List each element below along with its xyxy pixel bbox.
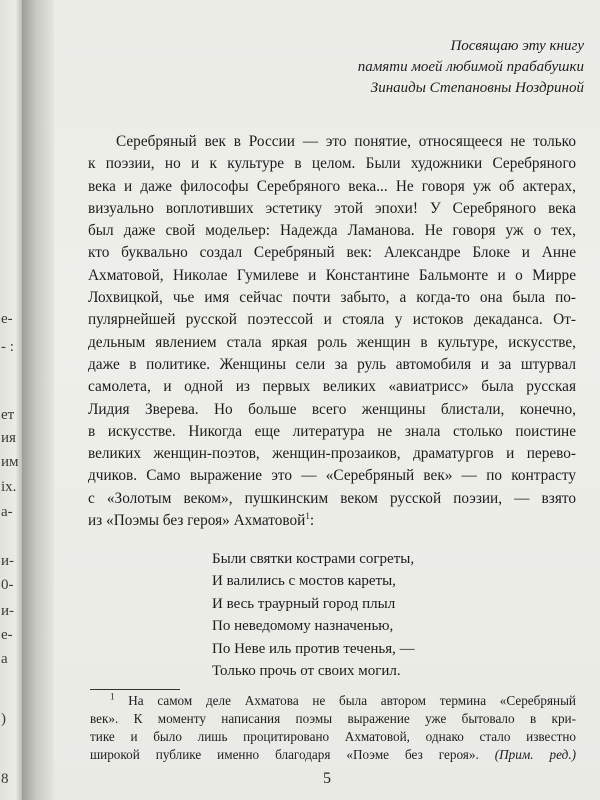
dedication [358,36,584,99]
adjacent-page-fragment: им [1,454,19,470]
book-gutter [22,0,54,800]
paragraph-line-text: из «Поэмы без героя» Ахматовой [88,512,306,530]
adjacent-page-fragment: e- [1,627,13,643]
paragraph-line: к поэзии, но и к культуре в целом. Были художники Серебряного [88,155,576,173]
paragraph-line: Ахматовой, Николае Гумилеве и Константине Бальмонте и о Мирре [88,266,576,284]
adjacent-page-fragment: ) [1,711,6,727]
footnote-line-text: На самом деле Ахматова не была автором термина «Серебряный [128,693,576,708]
paragraph-line: дчиков. Само выражение это — «Серебряный век» — по контрасту [88,467,576,485]
footnote-line-last [90,746,576,764]
editor-note: (Прим. ред.) [494,747,577,762]
adjacent-page-fragment: a [1,651,8,667]
poem-line: Только прочь от своих могил. [212,663,401,680]
paragraph-line: самолета, и одной из первых великих «авиатрисс» была русская [88,378,576,396]
footnote-marker: 1 [110,691,115,702]
paragraph-line: века и даже философы Серебряного века... Не говоря уж об актерах, [88,177,576,195]
page-number: 5 [323,770,331,787]
poem-line: По неведомому назначенью, [212,618,394,635]
paragraph-line: Лохвицкой, чье имя сейчас почти забыто, а когда-то она была по- [88,289,576,307]
paragraph-line: даже в политике. Женщины сели за руль автомобиля и за штурвал [88,355,576,373]
adjacent-page-fragment: ix. [1,479,17,495]
footnote-line-text: широкой публике именно благодаря «Поэме без героя». [90,747,479,762]
dedication-line: Посвящаю эту книгу [450,38,584,54]
adjacent-page-fragment: ия [1,430,16,446]
main-paragraph [88,131,576,532]
adjacent-page-edge [0,0,22,800]
poem-quote [212,548,415,682]
paragraph-line: пулярнейшей русской поэтессой и стояла у истоков декаданса. От- [88,311,576,329]
dedication-line: Зинаиды Степановны Ноздриной [370,80,584,96]
paragraph-line-last: из «Поэмы без героя» Ахматовой$^1$: [88,510,315,530]
adjacent-page-fragment: и- [1,603,15,619]
paragraph-line: кто буквально создал Серебряный век: Александре Блоке и Анне [88,244,576,262]
footnote-line: тике и было лишь процитировано Ахматовой, однако стало известно [90,729,576,744]
footnote-line-first [90,692,576,710]
paragraph-line: Лидия Зверева. Но больше всего женщины блистали, конечно, [88,400,576,418]
adjacent-page-fragment: 8 [1,771,9,787]
poem-line: И валились с мостов кареты, [212,573,396,590]
paragraph-line: визуально воплотивших эстетику этой эпохи! У Серебряного века [88,199,576,217]
adjacent-page-fragment: - : [1,339,14,355]
poem-line: И весь траурный город плыл [212,595,396,612]
paragraph-line: великих женщин-поэтов, женщин-прозаиков, драматургов и перево- [88,445,576,463]
paragraph-line: с «Золотым веком», пушкинским веком русской поэзии, — взято [88,489,576,507]
paragraph-line: в искусстве. Никогда еще литература не знала столько поистине [88,422,576,440]
footnote-divider [90,689,180,690]
adjacent-page-fragment: 0- [1,577,14,593]
adjacent-page-fragment: e- [1,311,13,327]
footnote [90,692,576,764]
footnote-line: век». К моменту написания поэмы выражение уже бытовало в кри- [90,711,576,726]
adjacent-page-fragment: ет [1,407,15,423]
paragraph-line: дельным явлением стала яркая роль женщин в культуре, искусстве, [88,333,576,351]
poem-line: По Неве иль против теченья, — [212,640,415,657]
adjacent-page-fragment: а- [1,504,13,520]
footnote-reference[interactable]: 1 [305,510,310,521]
dedication-line: памяти моей любимой прабабушки [357,59,584,75]
paragraph-line: Серебряный век в России — это понятие, относящееся не только [116,133,576,150]
book-page [54,0,600,800]
poem-line: Были святки кострами согреты, [212,551,415,567]
paragraph-line: был даже свой модельер: Надежда Ламанова. Не говоря уж о тех, [88,222,576,240]
adjacent-page-fragment: и- [1,553,15,569]
